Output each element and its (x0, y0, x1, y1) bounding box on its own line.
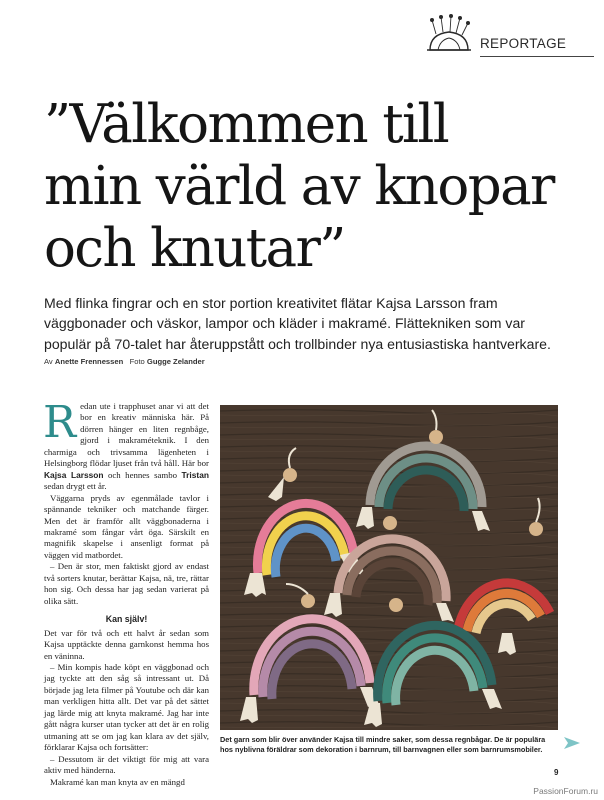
body-paragraph: Makramé kan man knyta av en mängd (50, 776, 185, 787)
person-name: Tristan (181, 469, 209, 480)
body-paragraph (43, 397, 209, 493)
body-paragraph: Väggarna pryds av egenmålade tavlor i spännande tekniker och matchande färger. Men det är framför allt väggbonaderna i makramé som fångar vårt öga. Särskilt en magnifik skapelse i ansenligt format på väggen vid matbordet. (44, 492, 209, 560)
photo-caption: Det garn som blir över använder Kajsa till mindre saker, som dessa regnbågar. De är populära hos nyblivna föräldrar som dekoration i barnrum, till barnvagnen eller som barnrumsmobiler. (220, 735, 546, 754)
section-label: REPORTAGE (480, 36, 567, 51)
byline (44, 357, 205, 366)
macrame-rainbows-photo (220, 405, 558, 730)
page-number: 9 (554, 768, 559, 777)
body-paragraph: – Min kompis hade köpt en väggbonad och jag tyckte att den såg så intressant ut. Då började jag leta filmer på Youtube och där kan man verkligen hitta allt. Det var på det sättet jag lärde mig att knyta makramé. Jag har inte gått några kurser utan tycker att det är en rolig utmaning att se om jag kan klara av det själv, förklarar Kajsa och fortsätter: (44, 661, 209, 753)
headline-line-2: min värld av knopar (44, 156, 554, 217)
byline-author-prefix: Av (44, 357, 53, 366)
byline-author: Anette Frennessen (54, 357, 124, 366)
body-text: sedan drygt ett år. (44, 481, 107, 492)
dropcap: R (43, 397, 77, 448)
body-paragraph: – Den är stor, men faktiskt gjord av endast två sorters knutar, berättar Kajsa, nä, tre, rättar hon sig. Och dessa har jag sedan varierat på olika sätt. (44, 561, 209, 606)
pincushion-icon (424, 14, 474, 54)
headline (44, 94, 564, 280)
headline-line-3: och knutar” (44, 218, 345, 279)
header-rule (480, 56, 594, 57)
person-name: Kajsa Larsson (44, 469, 104, 480)
watermark: PassionForum.ru (533, 786, 598, 796)
subheading: Kan själv! (105, 614, 148, 625)
body-paragraph: – Dessutom är det viktigt för mig att vara aktiv med händerna. (44, 753, 209, 776)
next-page-arrow-icon (564, 737, 580, 749)
byline-photo-prefix: Foto (129, 357, 145, 366)
section-header (424, 14, 594, 58)
body-paragraph: Det var för två och ett halvt år sedan som Kajsa upptäckte denna garnkonst hemma hos en väninna. (44, 627, 209, 661)
headline-line-1: ”Välkommen till (44, 94, 449, 155)
byline-photographer: Gugge Zelander (146, 357, 205, 366)
body-text: och hennes sambo (103, 469, 182, 480)
lede: Med flinka fingrar och en stor portion kreativitet flätar Kajsa Larsson fram väggbonader och väskor, lampor och kläder i makramé. Flättekniken som var populär på 70-talet har återuppstått och trollbinder nya entusiastiska hantverkare. (44, 295, 551, 352)
body-text: edan ute i trapphuset anar vi att det bor en kreativ människa här. På dörren hänger en liten regnbåge, gjord i makraméteknik. I den charmiga och trivsamma lägenheten i Helsingborg flödar ljuset från två håll. Här bor (44, 401, 209, 469)
photo-illustration (220, 405, 558, 730)
body-column (43, 397, 209, 788)
